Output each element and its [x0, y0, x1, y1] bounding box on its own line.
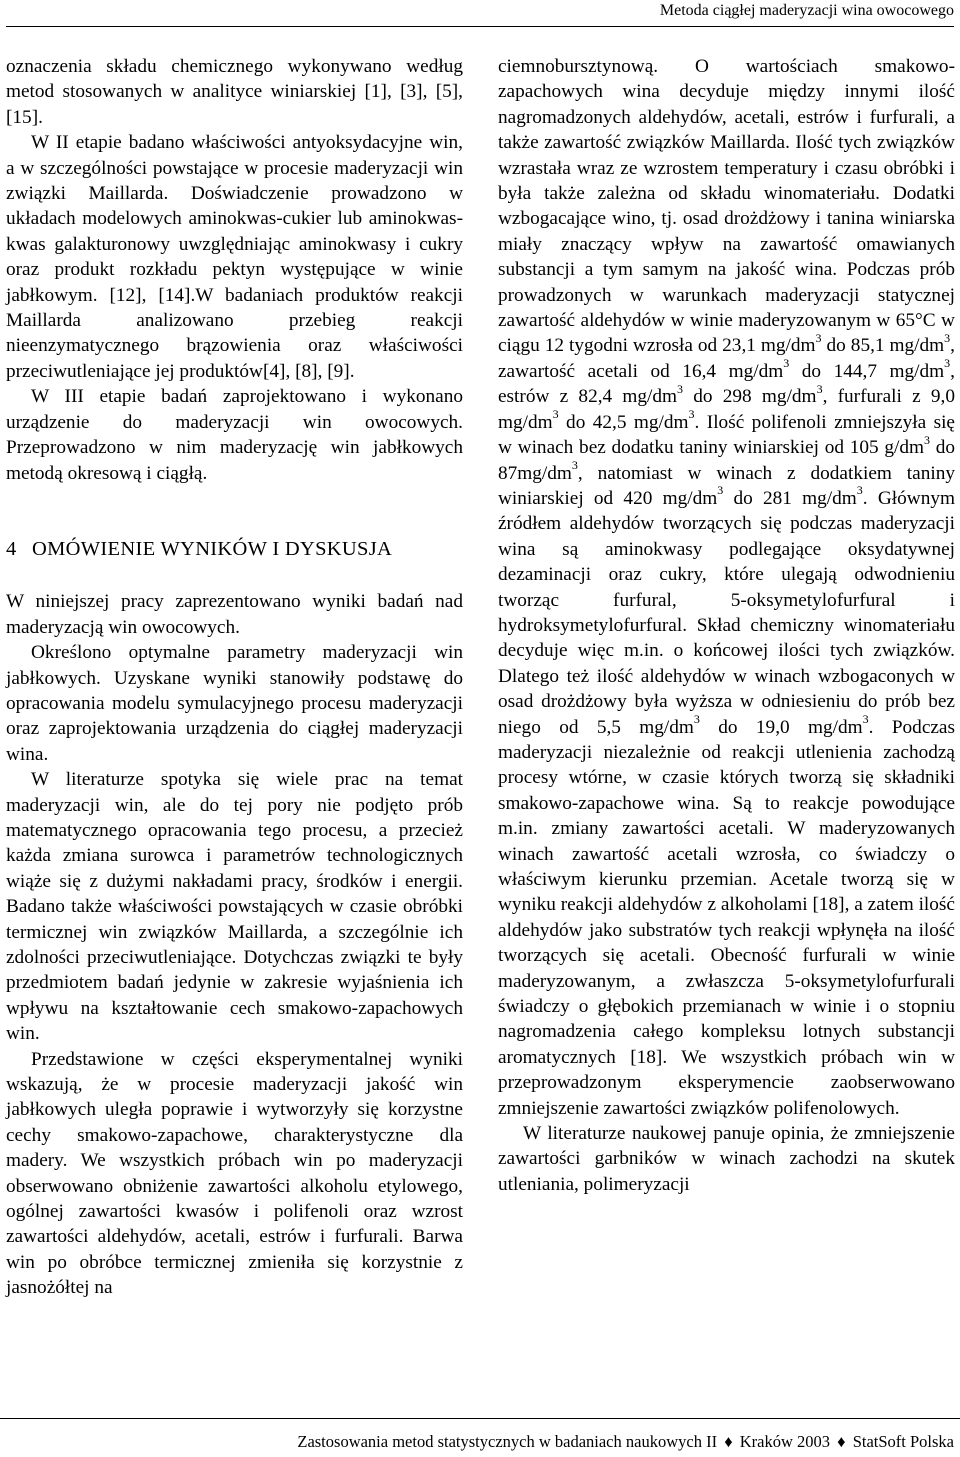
paragraph: Określono optymalne parametry maderyzacji win jabłkowych. Uzyskane wyniki stanowiły podstawę do opracowania modelu symulacyjnego procesu maderyzacji oraz zaprojektowania urządzenia do ciągłej maderyzacji wina.	[6, 642, 463, 765]
superscript: 3	[688, 407, 695, 422]
diamond-icon: ♦	[724, 1432, 733, 1451]
paragraph: W literaturze naukowej panuje opinia, że zmniejszenie zawartości garbników w winach zachodzi na skutek utleniania, polimeryzacji	[498, 1123, 955, 1195]
section-title: OMÓWIENIE WYNIKÓW I DYSKUSJA	[32, 537, 393, 560]
superscript: 3	[944, 356, 951, 371]
header-rule	[6, 26, 954, 27]
superscript: 3	[923, 432, 930, 447]
superscript: 3	[677, 381, 684, 396]
superscript: 3	[693, 712, 700, 727]
footer-rule	[0, 1418, 960, 1419]
superscript: 3	[815, 331, 822, 346]
paragraph: W niniejszej pracy zaprezentowano wyniki badań nad maderyzacją win owocowych.	[6, 591, 463, 638]
superscript: 3	[552, 407, 559, 422]
diamond-icon: ♦	[837, 1432, 846, 1451]
superscript: 3	[944, 331, 951, 346]
superscript: 3	[816, 381, 823, 396]
page-footer	[297, 1432, 954, 1452]
superscript: 3	[862, 712, 869, 727]
running-header	[0, 0, 960, 24]
running-header-title: Metoda ciągłej maderyzacji wina owocowego	[659, 2, 954, 19]
superscript: 3	[571, 458, 578, 473]
paragraph: oznaczenia składu chemicznego wykonywano według metod stosowanych w analityce winiarskiej [1], [3], [5], [15].	[6, 56, 463, 128]
superscript: 3	[717, 483, 724, 498]
superscript: 3	[783, 356, 790, 371]
section-heading	[6, 537, 463, 562]
paragraph: W III etapie badań zaprojektowano i wykonano urządzenie do maderyzacji win owocowych. Przeprowadzono w nim maderyzację win jabłkowych metodą okresową i ciągłą.	[6, 386, 463, 484]
footer-publisher: StatSoft Polska	[852, 1432, 954, 1451]
paragraph-with-units: ciemnobursztynową. O wartościach smakowo-zapachowych wina decyduje między innymi ilość nagromadzonych aldehydów, acetali, estrów i furfurali, a także zawartość związków Maillarda. Ilość tych związków wzrastała wraz ze wzrostem temperatury i czasu obróbki i była także zależna od składu winomateriału. Dodatki wzbogacające wino, tj. osad drożdżowy i tanina winiarska miały znaczący wpływ na zawartość omawianych substancji a tym samym na jakość wina. Podczas prób prowadzonych w warunkach maderyzacji statycznej zawartość aldehydów w winie maderyzowanym w 65°C w ciągu 12 tygodni wzrosła od 23,1 $mg/dm^3$ do 85,1 $mg/dm^3$, zawartość acetali od 16,4 $mg/dm^3$ do 144,7 $mg/dm^3$, estrów z 82,4 $mg/dm^3$ do 298 $mg/dm^3$, furfurali z 9,0 $mg/dm^3$ do 42,5 $mg/dm^3$. Ilość polifenoli zmniejszyła się w winach bez dodatku taniny winiarskiej od 105 $g/dm^3$ do $87mg/dm^3$, natomiast w winach z dodatkiem taniny winiarskiej od 420 $mg/dm^3$ do 281 $mg/dm^3$. Głównym źródłem aldehydów tworzących się podczas maderyzacji wina są aminokwasy podlegające oksydatywnej dezaminacji oraz cukry, które ulegają odwodnieniu tworząc furfural, 5-oksymetylofurfural i hydroksymetylofurfural. Skład chemiczny winomateriału decyduje więc m.in. o końcowej ilości tych związków. Dlatego też ilość aldehydów w winach wzbogaconych w osad drożdżowy była wyższa w odniesieniu do prób bez niego od 5,5 $mg/dm^3$ do 19,0 $mg/dm^3$. Podczas maderyzacji niezależnie od reakcji utlenienia zachodzą procesy wtórne, w czasie których tworzą się składniki smakowo-zapachowe wina. Są to reakcje powodujące m.in. zmiany zawartości acetali. W maderyzowanych winach zawartość acetali wzrosła, co świadczy o właściwym kierunku przemian. Acetale tworzą się w wyniku reakcji aldehydów z alkoholami [18], a zatem ilość aldehydów jako substratów tych reakcji wpłynęła na ilość tworzących się acetali. Obecność furfurali w winie maderyzowanym, a zwłaszcza 5-oksymetylofurfurali świadczy o głębokich przemianach w winie i o stopniu nagromadzenia całego kompleksu lotnych substancji aromatycznych [18]. We wszystkich próbach win w przeprowadzonym eksperymencie zaobserwowano zmniejszenie zawartości związków polifenolowych.	[498, 56, 955, 1119]
section-number: 4	[6, 537, 17, 560]
footer-conference: Zastosowania metod statystycznych w badaniach naukowych II	[297, 1432, 718, 1451]
left-column	[6, 54, 463, 1301]
paragraph: W literaturze spotyka się wiele prac na temat maderyzacji win, ale do tej pory nie podjęto prób matematycznego opracowania tego procesu, a przecież każda zmiana surowca i parametrów technologicznych wiąże się z dużymi nakładami pracy, środków i energii. Badano także właściwości powstających w czasie obróbki termicznej win związków Maillarda, a szczególnie ich zdolności przeciwutleniające. Dotychczas związki te były przedmiotem badań jedynie w zakresie wyjaśnienia ich wpływu na kształtowanie cech smakowo-zapachowych win.	[6, 769, 463, 1045]
paragraph: W II etapie badano właściwości antyoksydacyjne win, a w szczególności powstające w procesie maderyzacji win związki Maillarda. Doświadczenie prowadzono w układach modelowych aminokwas-cukier lub aminokwas-kwas galakturonowy uwzględniając aminokwasy i cukry oraz produkt rozkładu pektyn występujące w winie jabłkowym. [12], [14].W badaniach produktów reakcji Maillarda analizowano przebieg reakcji nieenzymatycznego brązowienia oraz właściwości przeciwutleniające jej produktów[4], [8], [9].	[6, 132, 463, 382]
footer-location: Kraków 2003	[739, 1432, 831, 1451]
superscript: 3	[856, 483, 863, 498]
right-column	[498, 54, 955, 1197]
paragraph: Przedstawione w części eksperymentalnej wyniki wskazują, że w procesie maderyzacji jakość win jabłkowych uległa poprawie i wytworzyły się korzystne cechy smakowo-zapachowe, charakterystyczne dla madery. We wszystkich próbach win po maderyzacji obserwowano obniżenie zawartości alkoholu etylowego, ogólnej zawartości kwasów i polifenoli oraz wzrost zawartości aldehydów, acetali, estrów i furfurali. Barwa win po obróbce termicznej zmieniła się korzystnie z jasnożółtej na	[6, 1048, 463, 1299]
